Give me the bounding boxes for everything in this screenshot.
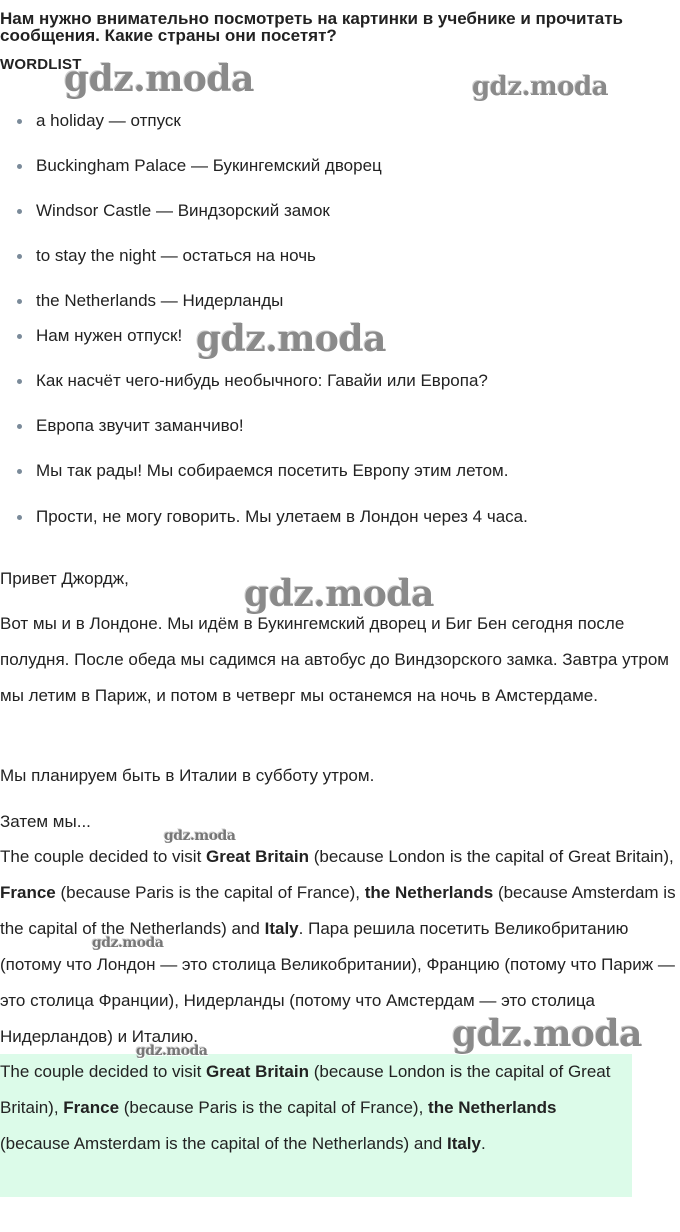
bullet-icon: [17, 334, 22, 339]
wordlist-title: WORDLIST: [0, 56, 82, 73]
watermark: gdz.moda: [64, 58, 254, 100]
watermark: gdz.moda: [136, 1043, 208, 1059]
answer-paragraph: The couple decided to visit Great Britain (because London is the capital of Great Britain), France (because Paris is the capital of France), the Netherlands (because Amsterdam is the capital of the Netherlands) and Italy.: [0, 1062, 611, 1153]
explanation-paragraph: The couple decided to visit Great Britain (because London is the capital of Great Britain), France (because Paris is the capital of France), the Netherlands (because Amsterdam is the capital of the Netherlands) and Italy. Пара решила посетить Великобританию (потому что Лондон — это столица Великобритании), Францию (потому что Париж — это столица Франции), Нидерланды (потому что Амстердам — это столица Нидерландов) и Италию.: [0, 847, 676, 1046]
intro-heading: Нам нужно внимательно посмотреть на картинки в учебнике и прочитать: [0, 9, 623, 28]
letter-paragraph-3: Затем мы...: [0, 812, 91, 831]
letter-paragraph-2: Мы планируем быть в Италии в субботу утром.: [0, 766, 375, 785]
bullet-icon: [17, 515, 22, 520]
watermark: gdz.moda: [92, 935, 164, 951]
bullet-icon: [17, 299, 22, 304]
bullet-icon: [17, 164, 22, 169]
bullet-icon: [17, 119, 22, 124]
intro-heading-clipped: сообщения. Какие страны они посетят?: [0, 26, 337, 45]
document-page: Нам нужно внимательно посмотреть на картинки в учебнике и прочитать сообщения. Какие страны они посетят? WORDLIST a holiday — отпуск Buckingham Palace — Букингемский дворец Windsor Castle — Виндзорский замок to stay the night — остаться на ночь the Netherlands — Нидерланды Нам нужен отпуск! Как насчёт чего-нибудь необычного: Гавайи или Европа? Европа звучит заманчиво! Мы так рады! Мы собираемся посетить Европу этим летом. Прости, не могу говорить. Мы улетаем в Лондон через 4 часа. Привет Джордж, Вот мы и в Лондоне. Мы идём в Букингемский дворец и Биг Бен сегодня после полудня. После обеда мы садимся на автобус до Виндзорского замка. Завтра утром мы летим в Париж, и потом в четверг мы останемся на ночь в Амстердаме. Мы планируем быть в Италии в субботу утром. Затем мы... The couple decided to visit Great Britain (because London is the capital of Great Britain), France (because Paris is the capital of France), the Netherlands (because Amsterdam is the capital of the Netherlands) and Italy. Пара решила посетить Великобританию (потому что Лондон — это столица Великобритании), Францию (потому что Париж — это столица Франции), Нидерланды (потому что Амстердам — это столица Нидерландов) и Италию. The couple decided to visit Great Britain (because London is the capital of Great Britain), France (because Paris is the capital of France), the Netherlands (because Amsterdam is the capital of the Netherlands) and Italy. gdz.moda gdz.moda gdz.moda gdz.moda gdz.moda gdz.moda gdz.moda gdz.moda: [0, 0, 680, 1232]
bullet-icon: [17, 424, 22, 429]
watermark: gdz.moda: [452, 1013, 642, 1055]
watermark: gdz.moda: [472, 72, 609, 102]
bullet-icon: [17, 209, 22, 214]
watermark: gdz.moda: [164, 828, 236, 844]
bullet-icon: [17, 379, 22, 384]
watermark: gdz.moda: [244, 573, 434, 615]
letter-paragraph-1: Вот мы и в Лондоне. Мы идём в Букингемский дворец и Биг Бен сегодня после полудня. После обеда мы садимся на автобус до Виндзорского замка. Завтра утром мы летим в Париж, и потом в четверг мы останемся на ночь в Амстердаме.: [0, 614, 669, 705]
bullet-icon: [17, 469, 22, 474]
bullet-icon: [17, 254, 22, 259]
watermark: gdz.moda: [196, 318, 386, 360]
letter-greeting: Привет Джордж,: [0, 569, 129, 588]
